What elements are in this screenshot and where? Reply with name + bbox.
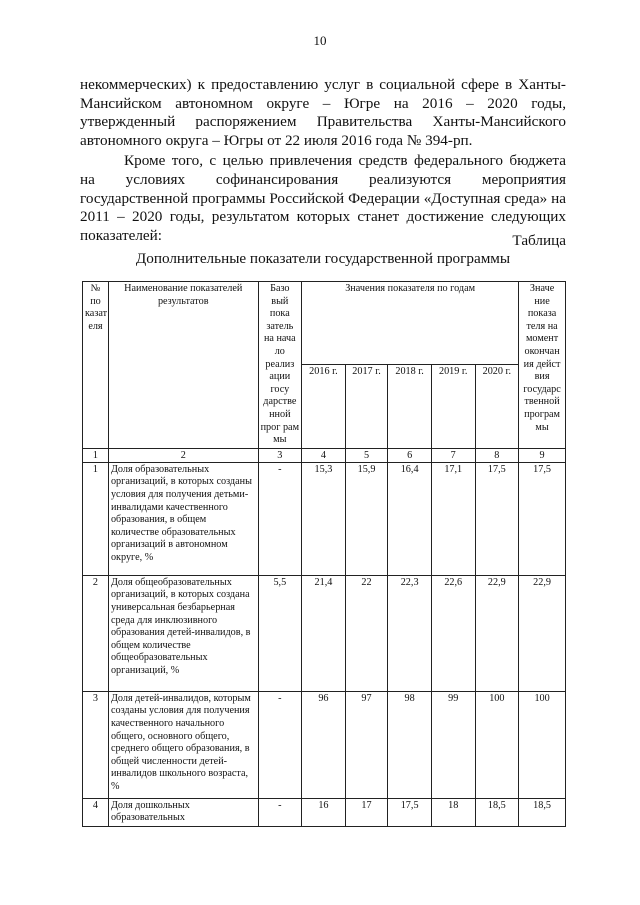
column-number: 1: [83, 448, 109, 462]
row-value: 17: [345, 798, 388, 826]
row-final: 100: [519, 691, 566, 798]
paragraph-1: некоммерческих) к предоставлению услуг в социальной сфере в Ханты-Мансийском автономном округе – Югре на 2016 – 2020 годы, утвержденный распоряжением Правительства Ханты-Мансийского автономного округа – Югры от 22 июля 2016 года № 394-рп.: [80, 76, 566, 149]
column-number: 3: [258, 448, 302, 462]
column-number-row: [83, 448, 566, 462]
table-row: [83, 462, 566, 575]
row-value: 22,6: [431, 575, 475, 691]
paragraph-2: Кроме того, с целью привлечения средств федерального бюджета на условиях софинансирования реализуются мероприятия государственной программы Российской Федерации «Доступная среда» на 2011 – 2020 годы, результатом которых станет достижение следующих показателей:: [80, 152, 566, 244]
header-year: 2019 г.: [431, 365, 475, 448]
row-name: Доля образовательных организаций, в которых созданы условия для получения детьми-инвалидами качественного образования, в общем количестве образовательных организаций в автономном округе, %: [108, 462, 258, 575]
row-final: 18,5: [519, 798, 566, 826]
header-year: 2017 г.: [345, 365, 388, 448]
row-value: 22: [345, 575, 388, 691]
header-year: 2020 г.: [475, 365, 519, 448]
header-year: 2016 г.: [302, 365, 346, 448]
table-label: Таблица: [512, 232, 566, 249]
row-name: Доля детей-инвалидов, которым созданы условия для получения качественного начального общего, основного общего, среднего общего образования, в общей численности детей-инвалидов школьного возраста, %: [108, 691, 258, 798]
column-number: 6: [388, 448, 432, 462]
row-base: 5,5: [258, 575, 302, 691]
row-value: 16,4: [388, 462, 432, 575]
row-num: 2: [83, 575, 109, 691]
header-num: № по казат еля: [83, 282, 109, 449]
row-num: 1: [83, 462, 109, 575]
row-value: 18: [431, 798, 475, 826]
row-value: 22,9: [475, 575, 519, 691]
row-base: -: [258, 462, 302, 575]
row-value: 22,3: [388, 575, 432, 691]
row-base: -: [258, 691, 302, 798]
column-number: 5: [345, 448, 388, 462]
row-value: 15,9: [345, 462, 388, 575]
header-year: 2018 г.: [388, 365, 432, 448]
row-name: Доля дошкольных образовательных: [108, 798, 258, 826]
column-number: 9: [519, 448, 566, 462]
row-value: 17,5: [388, 798, 432, 826]
row-value: 18,5: [475, 798, 519, 826]
header-final: Значе ние показа теля на момент окончан ия дейст вия государс твенной програм мы: [519, 282, 566, 449]
row-value: 96: [302, 691, 346, 798]
body-text: [80, 76, 566, 245]
header-row-1: [83, 282, 566, 365]
row-base: -: [258, 798, 302, 826]
row-value: 99: [431, 691, 475, 798]
row-value: 21,4: [302, 575, 346, 691]
column-number: 8: [475, 448, 519, 462]
page-number: 10: [313, 33, 327, 48]
row-name: Доля общеобразовательных организаций, в которых создана универсальная безбарьерная среда для инклюзивного образования детей-инвалидов, в общем количестве общеобразовательных организаций, %: [108, 575, 258, 691]
row-value: 97: [345, 691, 388, 798]
row-final: 17,5: [519, 462, 566, 575]
row-num: 4: [83, 798, 109, 826]
table-row: [83, 798, 566, 826]
row-value: 17,1: [431, 462, 475, 575]
indicators-table: [82, 281, 566, 827]
row-value: 98: [388, 691, 432, 798]
row-value: 100: [475, 691, 519, 798]
column-number: 7: [431, 448, 475, 462]
row-final: 22,9: [519, 575, 566, 691]
column-number: 2: [108, 448, 258, 462]
row-value: 15,3: [302, 462, 346, 575]
table-row: [83, 575, 566, 691]
header-name: Наименование показателей результатов: [108, 282, 258, 449]
row-value: 16: [302, 798, 346, 826]
header-base: Базо вый пока затель на нача ло реализ ации госу дарстве нной прог рам мы: [258, 282, 302, 449]
row-num: 3: [83, 691, 109, 798]
column-number: 4: [302, 448, 346, 462]
table-title: Дополнительные показатели государственной программы: [135, 250, 511, 267]
row-value: 17,5: [475, 462, 519, 575]
table-row: [83, 691, 566, 798]
header-years-group: Значения показателя по годам: [302, 282, 519, 365]
